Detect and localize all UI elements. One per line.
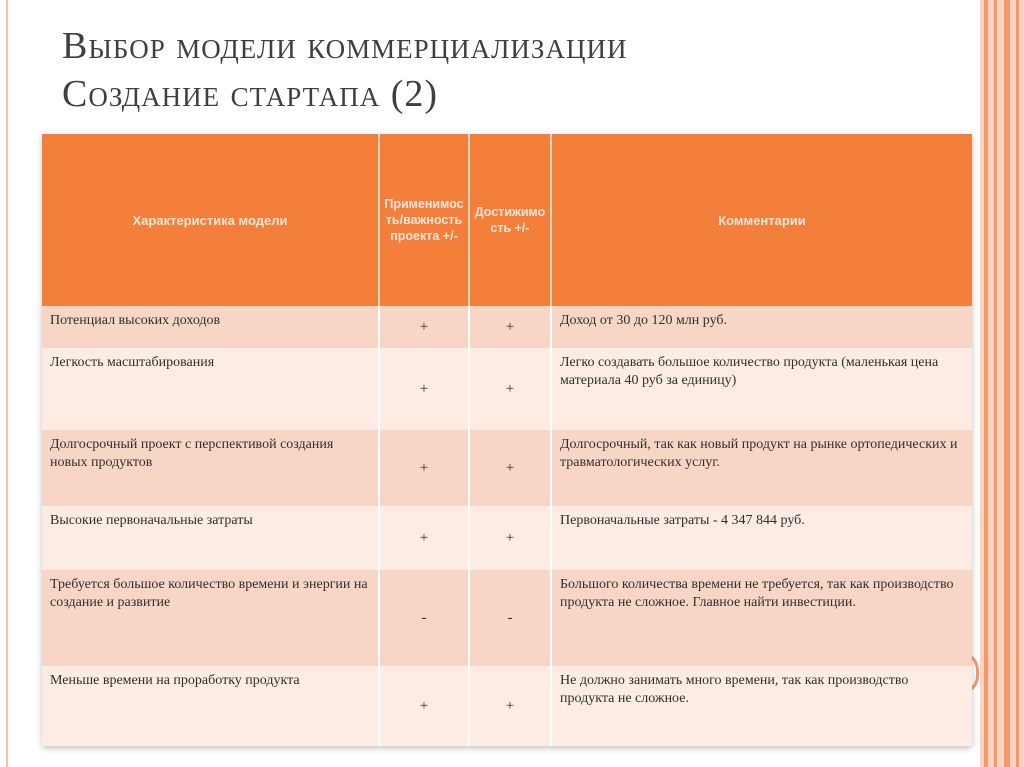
- header-achievability: Достижимость +/-: [469, 134, 551, 306]
- comment-cell: Большого количества времени не требуется, так как производство продукта не сложное. Главное найти инвестиции.: [551, 570, 972, 666]
- comment-cell: Долгосрочный, так как новый продукт на рынке ортопедических и травматологических услуг.: [551, 430, 972, 506]
- table-row: [42, 570, 972, 666]
- header-feature: Характеристика модели: [42, 134, 379, 306]
- achievability-cell: +: [469, 348, 551, 430]
- feature-cell: Легкость масштабирования: [42, 348, 379, 430]
- comment-cell: Доход от 30 до 120 млн руб.: [551, 306, 972, 348]
- table-row: [42, 348, 972, 430]
- model-table: [42, 134, 972, 746]
- feature-cell: Высокие первоначальные затраты: [42, 506, 379, 570]
- header-applicability: Применимость/важность проекта +/-: [379, 134, 469, 306]
- comment-cell: Легко создавать большое количество продукта (маленькая цена материала 40 руб за единицу): [551, 348, 972, 430]
- feature-cell: Требуется большое количество времени и энергии на создание и развитие: [42, 570, 379, 666]
- title-line-1: Выбор модели коммерциализации: [62, 25, 628, 67]
- achievability-cell: +: [469, 666, 551, 746]
- applicability-cell: +: [379, 506, 469, 570]
- comment-cell: Первоначальные затраты - 4 347 844 руб.: [551, 506, 972, 570]
- title-line-2: Создание стартапа (2): [62, 73, 439, 115]
- applicability-cell: +: [379, 666, 469, 746]
- achievability-cell: +: [469, 306, 551, 348]
- left-decor-line: [6, 0, 8, 767]
- table-row: [42, 666, 972, 746]
- achievability-cell: +: [469, 506, 551, 570]
- applicability-cell: +: [379, 306, 469, 348]
- table-row: [42, 306, 972, 348]
- comment-cell: Не должно занимать много времени, так как производство продукта не сложное.: [551, 666, 972, 746]
- achievability-cell: -: [469, 570, 551, 666]
- achievability-cell: +: [469, 430, 551, 506]
- slide-title: [62, 22, 962, 118]
- applicability-cell: +: [379, 430, 469, 506]
- applicability-cell: +: [379, 348, 469, 430]
- feature-cell: Долгосрочный проект с перспективой создания новых продуктов: [42, 430, 379, 506]
- feature-cell: Меньше времени на проработку продукта: [42, 666, 379, 746]
- header-comments: Комментарии: [551, 134, 972, 306]
- feature-cell: Потенциал высоких доходов: [42, 306, 379, 348]
- right-decor-stripes: [980, 0, 1024, 767]
- table-row: [42, 430, 972, 506]
- applicability-cell: -: [379, 570, 469, 666]
- table-row: [42, 506, 972, 570]
